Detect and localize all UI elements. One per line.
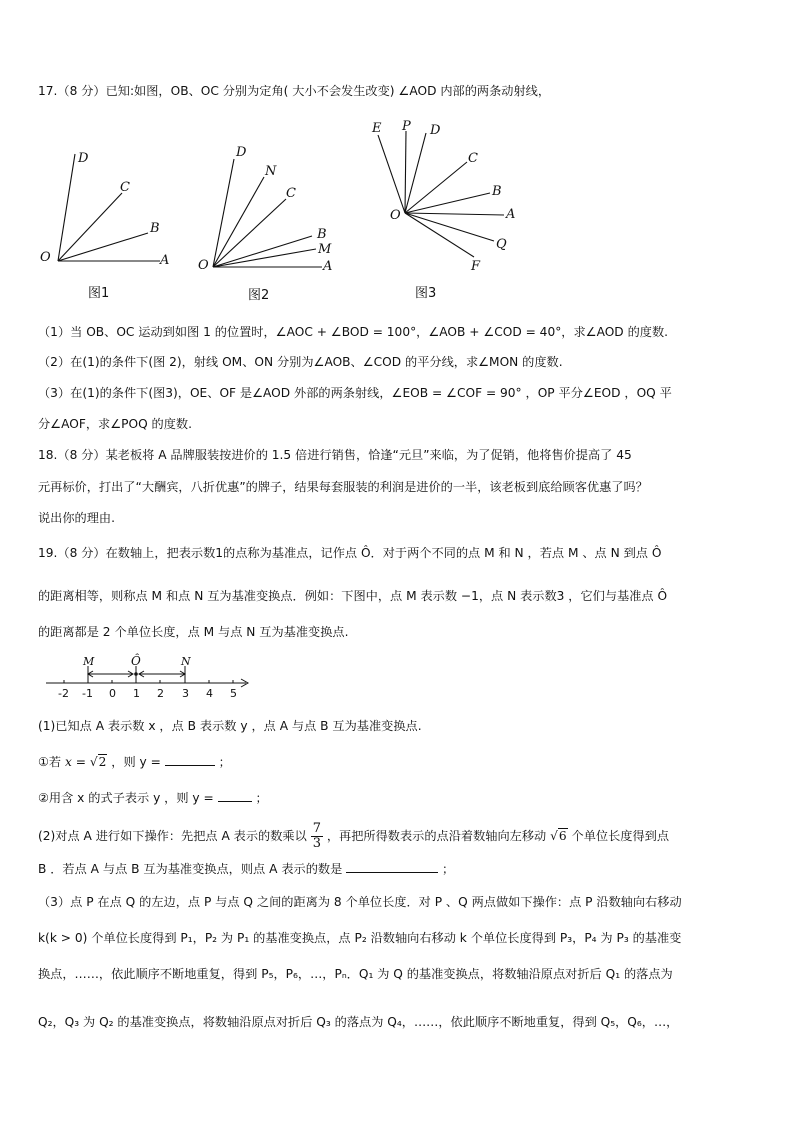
nl-tick-label: 0	[109, 687, 116, 700]
q18-line1: 18.（8 分）某老板将 A 品牌服装按进价的 1.5 倍进行销售，恰逢“元旦”来临，为了促销，他将售价提高了 45	[38, 448, 632, 462]
q19-sub3-line1: （3）点 P 在点 Q 的左边，点 P 与点 Q 之间的距离为 8 个单位长度．对 P 、Q 两点做如下操作：点 P 沿数轴向右移动	[38, 895, 682, 909]
fig3-label-F: F	[471, 259, 481, 274]
q19-sub2-line1	[38, 822, 669, 851]
sub2-mid: ，再把所得数表示的点沿着数轴向左移动	[326, 829, 547, 843]
q17-part1: （1）当 OB、OC 运动到如图 1 的位置时，∠AOC + ∠BOD = 100°，∠AOB + ∠COD = 40°，求∠AOD 的度数.	[38, 325, 668, 339]
fig2-label-B: B	[317, 227, 327, 242]
fig1-caption: 图1	[88, 286, 110, 301]
fig3-label-D: D	[430, 123, 441, 138]
q17-heading: 17.（8 分）已知:如图，OB、OC 分别为定角( 大小不会发生改变) ∠AOD 内部的两条动射线，	[38, 84, 551, 98]
fig3-label-C: C	[468, 151, 478, 166]
fig3-label-O: O	[390, 208, 401, 223]
nl-tick-label: -1	[82, 687, 93, 700]
q19-sub2-line2	[38, 863, 454, 875]
sub1a-then: ，则 y =	[111, 755, 165, 769]
nl-tick-label: 5	[230, 687, 237, 700]
nl-point-N: N	[181, 655, 191, 668]
fig1-label-C: C	[120, 180, 130, 195]
sub2-line2-text: B ．若点 A 与点 B 互为基准变换点，则点 A 表示的数是	[38, 862, 343, 876]
q19-line2: 的距离相等，则称点 M 和点 N 互为基准变换点．例如：下图中，点 M 表示数 −1，点 N 表示数3 ，它们与基准点 Ô	[38, 589, 668, 603]
nl-point-M: M	[83, 655, 95, 668]
answer-blank-2[interactable]	[346, 871, 438, 873]
fig1-label-B: B	[150, 221, 160, 236]
fig3-label-P: P	[402, 119, 411, 134]
answer-blank-1b[interactable]	[218, 800, 252, 802]
q19-sub3-line2: k(k > 0) 个单位长度得到 P₁，P₂ 为 P₁ 的基准变换点，点 P₂ 沿数轴向右移动 k 个单位长度得到 P₃，P₄ 为 P₃ 的基准变	[38, 931, 682, 945]
fig3-label-E: E	[372, 121, 382, 136]
q19-sub3-line4: Q₂，Q₃ 为 Q₂ 的基准变换点，将数轴沿原点对折后 Q₃ 的落点为 Q₄，……，依此顺序不断地重复，得到 Q₅，Q₆，…，	[38, 1015, 679, 1029]
q19-line3: 的距离都是 2 个单位长度，点 M 与点 N 互为基准变换点.	[38, 625, 349, 639]
fig2-label-C: C	[286, 186, 296, 201]
nl-tick-label: 3	[182, 687, 189, 700]
sqrt-6: √6	[550, 829, 567, 843]
fig3-label-A: A	[506, 207, 516, 222]
fig1-label-D: D	[78, 151, 89, 166]
sub1a-prefix: ①若	[38, 755, 62, 769]
fig2-label-M: M	[318, 242, 332, 257]
sub1a-end: ；	[218, 755, 231, 769]
q17-part3-line1: （3）在(1)的条件下(图3)，OE、OF 是∠AOD 外部的两条射线，∠EOB = ∠COF = 90° ，OP 平分∠EOD ，OQ 平	[38, 386, 672, 400]
fig2-label-D: D	[236, 145, 247, 160]
fig1-label-A: A	[160, 253, 170, 268]
fig3-label-B: B	[492, 184, 502, 199]
nl-point-O: Ô	[131, 654, 141, 668]
q18-line2: 元再标价，打出了“大酬宾，八折优惠”的牌子，结果每套服装的利润是进价的一半，该老板到底给顾客优惠了吗？	[38, 480, 648, 494]
number-line	[40, 652, 300, 702]
q18-line3: 说出你的理由.	[38, 511, 115, 525]
sub2-end: ；	[442, 862, 455, 876]
q19-sub3-line3: 换点，……，依此顺序不断地重复，得到 P₅，P₆，…，Pₙ．Q₁ 为 Q 的基准变换点，将数轴沿原点对折后 Q₁ 的落点为	[38, 967, 673, 981]
q17-part3-line2: 分∠AOF，求∠POQ 的度数.	[38, 417, 192, 431]
fraction-7-3: $\frac{7}{3}$	[312, 821, 321, 851]
fig3-label-Q: Q	[496, 237, 507, 252]
sub1a-x: x =	[65, 755, 90, 769]
sub1b-end: ；	[255, 791, 268, 805]
sqrt-2: √2	[89, 755, 107, 769]
q19-sub1a	[38, 756, 231, 768]
nl-tick-label: -2	[58, 687, 69, 700]
sub2-prefix: (2)对点 A 进行如下操作：先把点 A 表示的数乘以	[38, 829, 307, 843]
q17-part2: （2）在(1)的条件下(图 2)，射线 OM、ON 分别为∠AOB、∠COD 的平分线，求∠MON 的度数.	[38, 355, 563, 369]
fig2-label-O: O	[198, 258, 209, 273]
figure-1	[58, 154, 160, 261]
fig2-label-N: N	[265, 164, 277, 179]
fig2-caption: 图2	[248, 288, 270, 303]
nl-tick-label: 1	[133, 687, 140, 700]
q17-figures	[0, 115, 794, 325]
answer-blank-1a[interactable]	[165, 764, 215, 766]
q19-sub1b	[38, 792, 268, 804]
fig2-label-A: A	[323, 259, 333, 274]
nl-tick-label: 4	[206, 687, 213, 700]
nl-tick-label: 2	[157, 687, 164, 700]
figure-3	[378, 131, 504, 257]
fig3-caption: 图3	[415, 286, 437, 301]
fig1-label-O: O	[40, 250, 51, 265]
q19-sub1: (1)已知点 A 表示数 x ，点 B 表示数 y ，点 A 与点 B 互为基准变换点.	[38, 719, 422, 733]
sub1b-text: ②用含 x 的式子表示 y ，则 y =	[38, 791, 218, 805]
sub2-post: 个单位长度得到点	[571, 829, 670, 843]
q19-line1: 19.（8 分）在数轴上，把表示数1的点称为基准点，记作点 Ô．对于两个不同的点 M 和 N ，若点 M 、点 N 到点 Ô	[38, 546, 662, 560]
